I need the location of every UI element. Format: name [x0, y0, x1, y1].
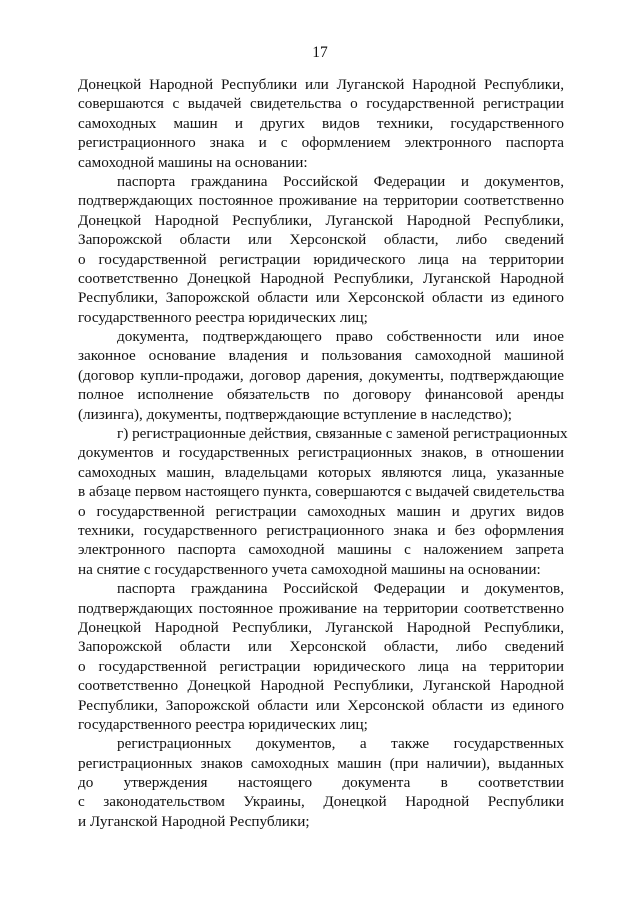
- text-line: самоходных машин, владельцами которых являются лица, указанные: [78, 463, 564, 481]
- text-line: Республики, Запорожской области или Херсонской области из единого: [78, 696, 564, 714]
- text-line: подтверждающих постоянное проживание на территории соответственно: [78, 192, 564, 210]
- text-line: паспорта гражданина Российской Федерации и документов,: [117, 172, 564, 190]
- text-line: до утверждения настоящего документа в соответствии: [78, 774, 564, 792]
- text-line: о государственной регистрации юридического лица на территории: [78, 657, 564, 675]
- paragraph: [78, 579, 564, 734]
- text-line: регистрационного знака и с оформлением электронного паспорта: [78, 134, 564, 152]
- text-line: законное основание владения и пользования самоходной машиной: [78, 347, 564, 365]
- text-line: Донецкой Народной Республики или Луганской Народной Республики,: [78, 76, 564, 93]
- text-line: о государственной регистрации самоходных машин и других видов: [78, 502, 564, 520]
- paragraph: [78, 172, 564, 327]
- text-line: на снятие с государственного учета самоходной машины на основании:: [78, 560, 541, 578]
- text-line: и Луганской Народной Республики;: [78, 812, 310, 830]
- text-line: Запорожской области или Херсонской области, либо сведений: [78, 231, 564, 249]
- page-number: 17: [312, 44, 328, 61]
- text-line: самоходной машины на основании:: [78, 153, 308, 171]
- text-line: Республики, Запорожской области или Херсонской области из единого: [78, 289, 564, 307]
- text-line: государственного реестра юридических лиц;: [78, 308, 368, 326]
- text-line: (договор купли-продажи, договор дарения, документы, подтверждающие: [78, 366, 564, 384]
- text-line: электронного паспорта самоходной машины с наложением запрета: [78, 541, 564, 559]
- document-body: [78, 75, 568, 831]
- paragraph: [78, 75, 564, 172]
- paragraph: [78, 424, 568, 579]
- paragraph: [78, 327, 564, 424]
- text-line: регистрационных знаков самоходных машин (при наличии), выданных: [78, 754, 564, 772]
- text-line: Донецкой Народной Республики, Луганской Народной Республики,: [78, 618, 564, 636]
- text-line: документа, подтверждающего право собственности или иное: [117, 328, 564, 346]
- text-line: государственного реестра юридических лиц;: [78, 715, 368, 733]
- text-line: паспорта гражданина Российской Федерации и документов,: [117, 580, 564, 598]
- text-line: совершаются с выдачей свидетельства о государственной регистрации: [78, 95, 564, 113]
- text-line: регистрационных документов, а также государственных: [117, 735, 564, 753]
- text-line: соответственно Донецкой Народной Республики, Луганской Народной: [78, 677, 564, 695]
- text-line: самоходных машин и других видов техники, государственного: [78, 114, 564, 132]
- text-line: Запорожской области или Херсонской области, либо сведений: [78, 638, 564, 656]
- text-line: (лизинга), документы, подтверждающие вступление в наследство);: [78, 405, 512, 423]
- text-line: подтверждающих постоянное проживание на территории соответственно: [78, 599, 564, 617]
- text-line: Донецкой Народной Республики, Луганской Народной Республики,: [78, 211, 564, 229]
- text-line: техники, государственного регистрационного знака и без оформления: [78, 521, 564, 539]
- text-line: в абзаце первом настоящего пункта, совершаются с выдачей свидетельства: [78, 483, 565, 501]
- text-line: о государственной регистрации юридического лица на территории: [78, 250, 564, 268]
- text-line: соответственно Донецкой Народной Республики, Луганской Народной: [78, 269, 564, 287]
- text-line: документов и государственных регистрационных знаков, в отношении: [78, 444, 564, 462]
- text-line: с законодательством Украины, Донецкой Народной Республики: [78, 793, 564, 811]
- text-line: г) регистрационные действия, связанные с заменой регистрационных: [117, 425, 568, 443]
- paragraph: [78, 734, 564, 831]
- text-line: полное исполнение обязательств по договору финансовой аренды: [78, 386, 564, 404]
